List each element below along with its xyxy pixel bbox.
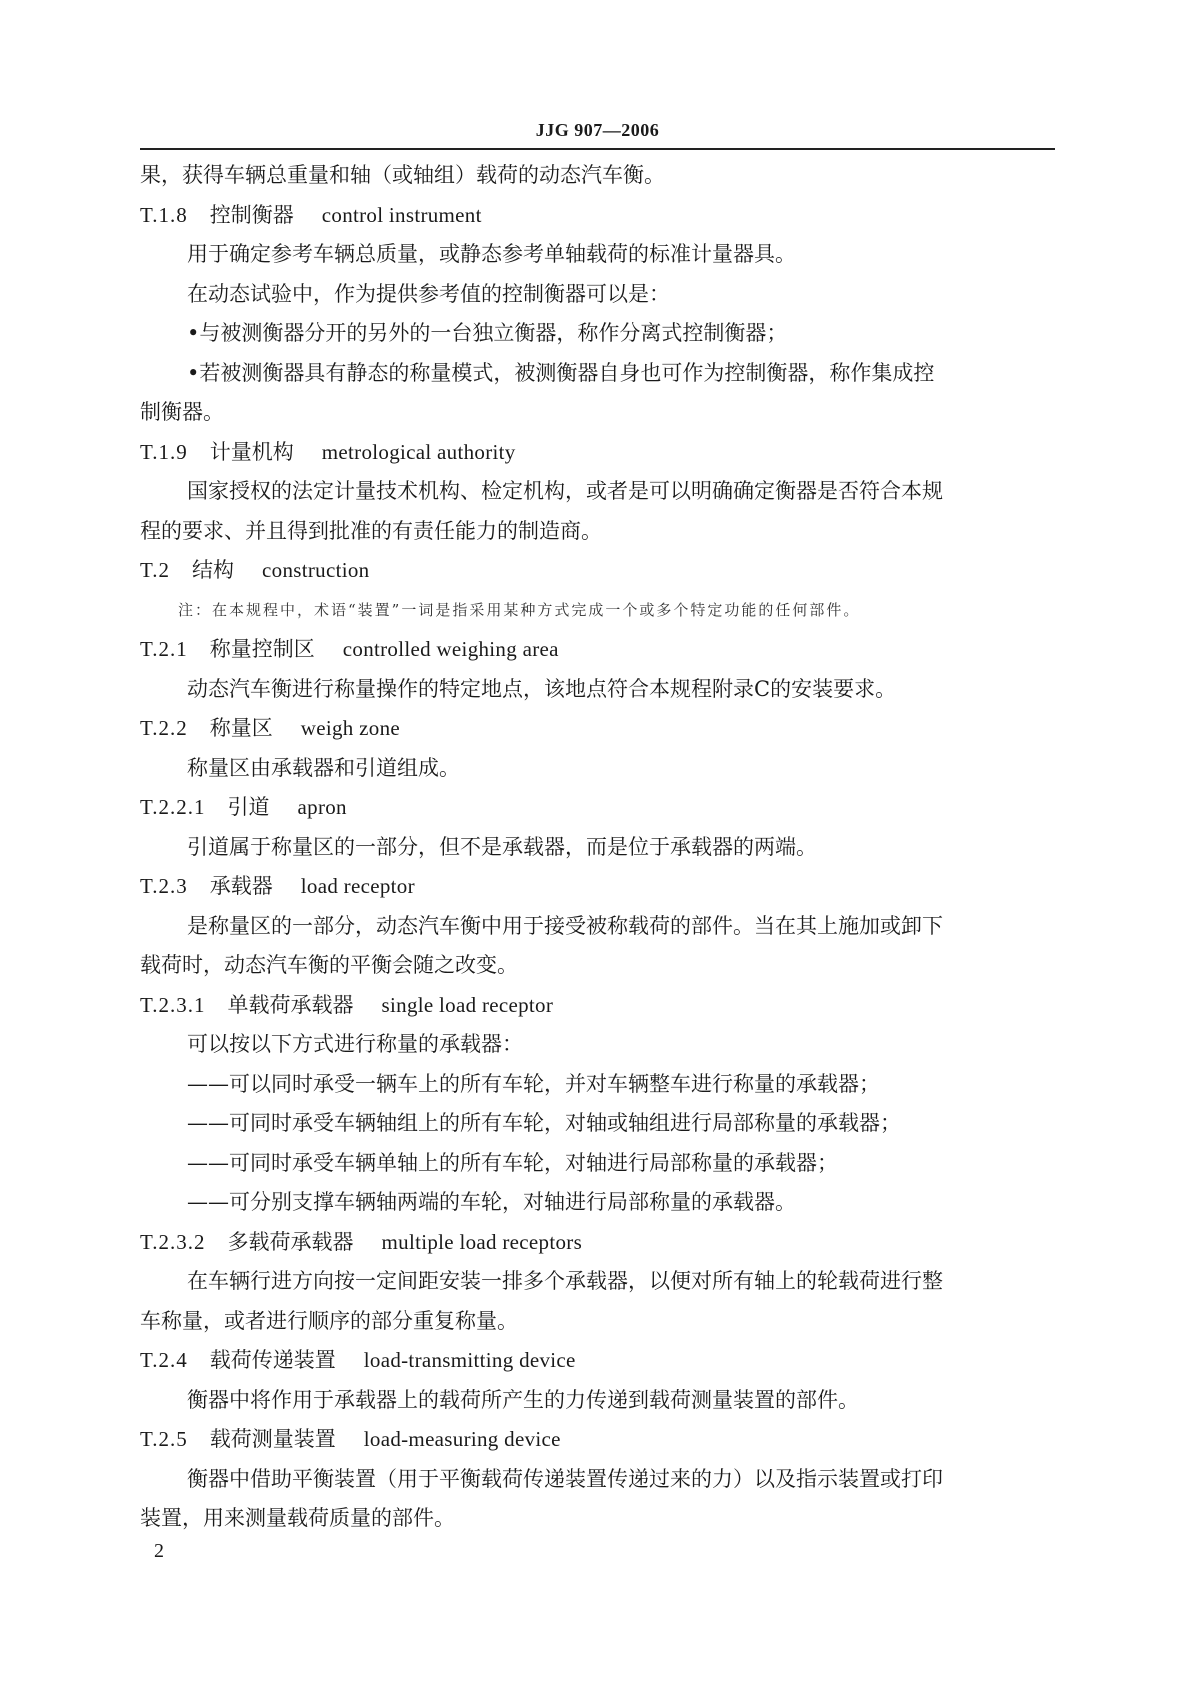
paragraph-line: 程的要求、并且得到批准的有责任能力的制造商。	[140, 518, 602, 543]
section-number: T.2.1	[140, 637, 188, 661]
section-number: T.2.3	[140, 874, 188, 898]
term-chinese: 计量机构	[209, 439, 294, 464]
paragraph-line: 用于确定参考车辆总质量，或静态参考单轴载荷的标准计量器具。	[187, 242, 796, 266]
note-line: 注：在本规程中，术语“装置”一词是指采用某种方式完成一个或多个特定功能的任何部件。	[178, 600, 861, 619]
paragraph-line: 在动态试验中，作为提供参考值的控制衡器可以是：	[187, 281, 670, 306]
section-number: T.1.9	[140, 439, 188, 464]
term-chinese: 多载荷承载器	[227, 1229, 354, 1254]
running-header	[140, 116, 1055, 150]
term-chinese: 称量区	[209, 716, 273, 740]
term-english: load receptor	[300, 874, 415, 898]
term-chinese: 控制衡器	[209, 202, 294, 227]
section-number: T.1.8	[140, 202, 188, 227]
section-heading	[140, 630, 1055, 670]
paragraph-line: 制衡器。	[140, 400, 224, 424]
term-english: construction	[262, 558, 370, 582]
section-heading	[140, 1223, 1055, 1263]
section-heading	[140, 196, 1055, 236]
term-english: load-measuring device	[363, 1427, 561, 1451]
section-number: T.2	[140, 558, 171, 582]
term-english: weigh zone	[300, 716, 400, 740]
term-english: multiple load receptors	[381, 1229, 583, 1254]
term-english: apron	[297, 795, 347, 819]
paragraph-line: 衡器中借助平衡装置（用于平衡载荷传递装置传递过来的力）以及指示装置或打印	[187, 1466, 943, 1491]
term-english: control instrument	[321, 202, 482, 227]
section-number: T.2.2	[140, 716, 188, 740]
term-english: single load receptor	[381, 992, 554, 1017]
paragraph-line: 动态汽车衡进行称量操作的特定地点，该地点符合本规程附录C的安装要求。	[187, 676, 897, 701]
term-chinese: 承载器	[209, 874, 273, 898]
paragraph-line: •与被测衡器分开的另外的一台独立衡器，称作分离式控制衡器；	[187, 321, 788, 345]
document-code: JJG 907—2006	[535, 120, 660, 140]
section-number: T.2.3.1	[140, 992, 206, 1017]
paragraph-line: 衡器中将作用于承载器上的载荷所产生的力传递到载荷测量装置的部件。	[187, 1387, 859, 1412]
section-heading	[140, 788, 1055, 828]
section-number: T.2.4	[140, 1348, 188, 1372]
paragraph-line: 称量区由承载器和引道组成。	[187, 755, 460, 780]
page-number: 2	[154, 1540, 164, 1562]
section-heading	[140, 986, 1055, 1026]
section-heading	[140, 867, 1055, 907]
term-chinese: 单载荷承载器	[227, 992, 354, 1017]
paragraph-line: •若被测衡器具有静态的称量模式，被测衡器自身也可作为控制衡器，称作集成控	[187, 360, 935, 385]
section-number: T.2.3.2	[140, 1229, 206, 1254]
paragraph-line: 车称量，或者进行顺序的部分重复称量。	[140, 1308, 518, 1333]
paragraph-line: 果，获得车辆总重量和轴（或轴组）载荷的动态汽车衡。	[140, 163, 665, 187]
term-chinese: 称量控制区	[209, 637, 315, 661]
paragraph-line: ——可分别支撑车辆轴两端的车轮，对轴进行局部称量的承载器。	[187, 1190, 796, 1214]
paragraph-line: ——可以同时承受一辆车上的所有车轮，并对车辆整车进行称量的承载器；	[187, 1071, 880, 1096]
paragraph-line: 可以按以下方式进行称量的承载器：	[187, 1032, 523, 1056]
paragraph-line: 装置，用来测量载荷质量的部件。	[140, 1506, 455, 1530]
paragraph-line: ——可同时承受车辆单轴上的所有车轮，对轴进行局部称量的承载器；	[187, 1150, 838, 1175]
section-number: T.2.2.1	[140, 795, 206, 819]
section-heading	[140, 433, 1055, 473]
term-english: metrological authority	[321, 439, 516, 464]
section-heading	[140, 709, 1055, 749]
section-heading	[140, 1420, 1055, 1460]
term-chinese: 结构	[192, 558, 235, 582]
section-heading	[140, 1341, 1055, 1381]
section-number: T.2.5	[140, 1427, 188, 1451]
term-chinese: 载荷传递装置	[209, 1348, 336, 1372]
paragraph-line: 是称量区的一部分，动态汽车衡中用于接受被称载荷的部件。当在其上施加或卸下	[187, 913, 943, 938]
document-body	[140, 156, 1055, 1539]
paragraph-line: 引道属于称量区的一部分，但不是承载器，而是位于承载器的两端。	[187, 834, 817, 859]
term-chinese: 载荷测量装置	[209, 1427, 336, 1451]
term-english: load-transmitting device	[363, 1348, 576, 1372]
paragraph-line: 载荷时，动态汽车衡的平衡会随之改变。	[140, 953, 518, 977]
paragraph-line: 国家授权的法定计量技术机构、检定机构，或者是可以明确确定衡器是否符合本规	[187, 479, 943, 503]
paragraph-line: 在车辆行进方向按一定间距安装一排多个承载器，以便对所有轴上的轮载荷进行整	[187, 1269, 943, 1293]
term-chinese: 引道	[227, 795, 270, 819]
section-heading	[140, 551, 1055, 591]
term-english: controlled weighing area	[342, 637, 559, 661]
paragraph-line: ——可同时承受车辆轴组上的所有车轮，对轴或轴组进行局部称量的承载器；	[187, 1111, 901, 1135]
